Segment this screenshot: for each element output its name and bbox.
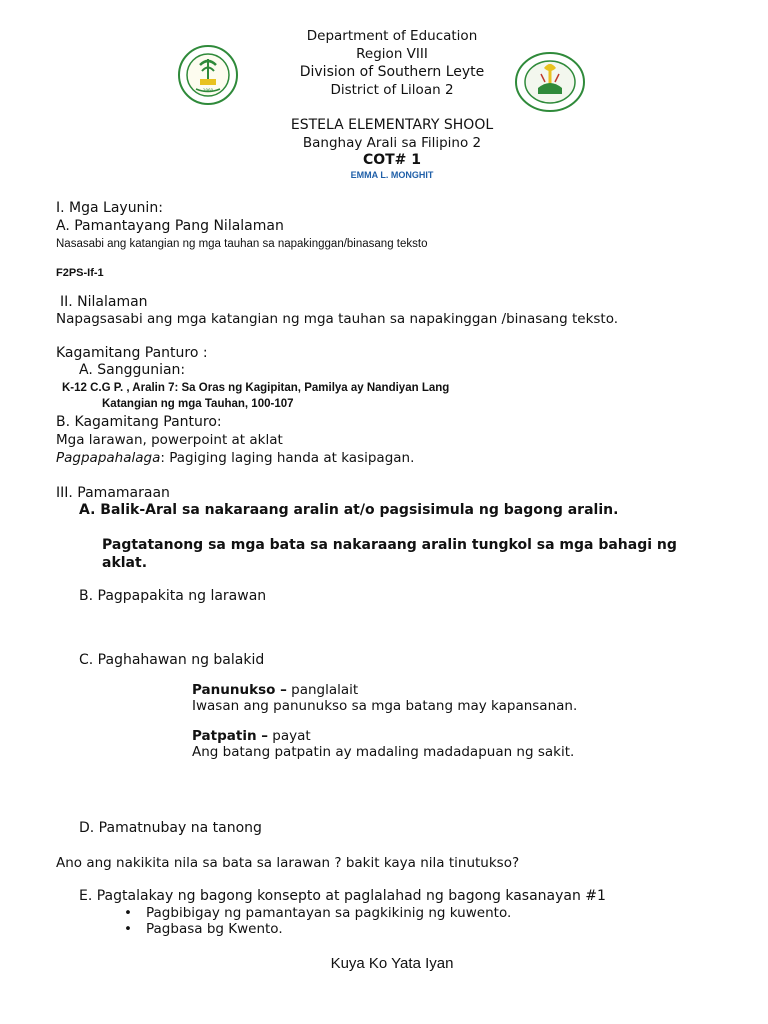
content-heading: II. Nilalaman xyxy=(60,294,148,310)
procedure-a-text-line-2: aklat. xyxy=(102,555,148,571)
content-standard-text: Nasasabi ang katangian ng mga tauhan sa napakinggan/binasang teksto xyxy=(56,238,428,250)
materials-heading: Kagamitang Panturo : xyxy=(56,345,208,361)
guide-question: Ano ang nakikita nila sa bata sa larawan ? bakit kaya nila tinutukso? xyxy=(56,855,520,871)
objectives-heading: I. Mga Layunin: xyxy=(56,200,163,216)
vocab-term-2-meaning: payat xyxy=(268,728,311,744)
references-heading: A. Sanggunian: xyxy=(79,362,186,378)
header-division: Division of Southern Leyte xyxy=(299,64,485,80)
content-text: Napagsasabi ang mga katangian ng mga tauhan sa napakinggan /binasang teksto. xyxy=(56,311,619,327)
content-standard-heading: A. Pamantayang Pang Nilalaman xyxy=(56,218,284,234)
teacher-name: EMMA L. MONGHIT xyxy=(350,170,434,180)
procedure-c-heading: C. Paghahawan ng balakid xyxy=(79,652,265,668)
teaching-materials-heading: B. Kagamitang Panturo: xyxy=(56,414,222,430)
list-item-text: Pagbibigay ng pamantayan sa pagkikinig ng kuwento. xyxy=(146,905,512,921)
procedure-e-heading: E. Pagtalakay ng bagong konsepto at paglalahad ng bagong kasanayan #1 xyxy=(79,888,606,904)
vocab-term-1 xyxy=(192,682,358,698)
vocab-term-2-word: Patpatin – xyxy=(192,728,269,744)
svg-text:1960: 1960 xyxy=(202,88,214,93)
bullet-icon: • xyxy=(124,905,132,921)
vocab-term-2-sentence: Ang batang patpatin ay madaling madadapuan ng sakit. xyxy=(192,744,575,760)
header-region: Region VIII xyxy=(356,46,428,62)
list-item-text: Pagbasa bg Kwento. xyxy=(146,921,283,937)
school-name: ESTELA ELEMENTARY SHOOL xyxy=(290,117,494,133)
bullet-icon: • xyxy=(124,921,132,937)
procedure-a-text-line-1: Pagtatanong sa mga bata sa nakaraang aralin tungkol sa mga bahagi ng xyxy=(102,537,677,553)
vocab-term-1-word: Panunukso – xyxy=(192,682,287,698)
procedure-heading: III. Pamamaraan xyxy=(56,485,170,501)
procedure-b-heading: B. Pagpapakita ng larawan xyxy=(79,588,267,604)
header-district: District of Liloan 2 xyxy=(330,82,454,98)
values-label: Pagpapahalaga xyxy=(56,450,161,466)
reference-line-2: Katangian ng mga Tauhan, 100-107 xyxy=(102,398,294,410)
list-item xyxy=(124,905,511,921)
list-item xyxy=(124,921,283,937)
story-title: Kuya Ko Yata Iyan xyxy=(330,955,454,972)
values-text: : Pagiging laging handa at kasipagan. xyxy=(160,450,415,466)
procedure-d-heading: D. Pamatnubay na tanong xyxy=(79,820,262,836)
lesson-plan-subject: Banghay Arali sa Filipino 2 xyxy=(302,135,482,151)
competency-code: F2PS-If-1 xyxy=(56,267,104,279)
values-line xyxy=(56,450,414,466)
deped-seal-logo xyxy=(514,52,586,112)
vocab-term-1-meaning: panglalait xyxy=(286,682,359,698)
division-seal-logo xyxy=(178,45,238,105)
procedure-a-heading: A. Balik-Aral sa nakaraang aralin at/o pagsisimula ng bagong aralin. xyxy=(79,502,619,518)
vocab-term-2 xyxy=(192,728,311,744)
cot-number: COT# 1 xyxy=(362,152,422,168)
vocab-term-1-sentence: Iwasan ang panunukso sa mga batang may kapansanan. xyxy=(192,698,578,714)
teaching-materials-text: Mga larawan, powerpoint at aklat xyxy=(56,432,283,448)
header-department: Department of Education xyxy=(306,28,478,44)
reference-line-1: K-12 C.G P. , Aralin 7: Sa Oras ng Kagipitan, Pamilya ay Nandiyan Lang xyxy=(62,382,450,394)
